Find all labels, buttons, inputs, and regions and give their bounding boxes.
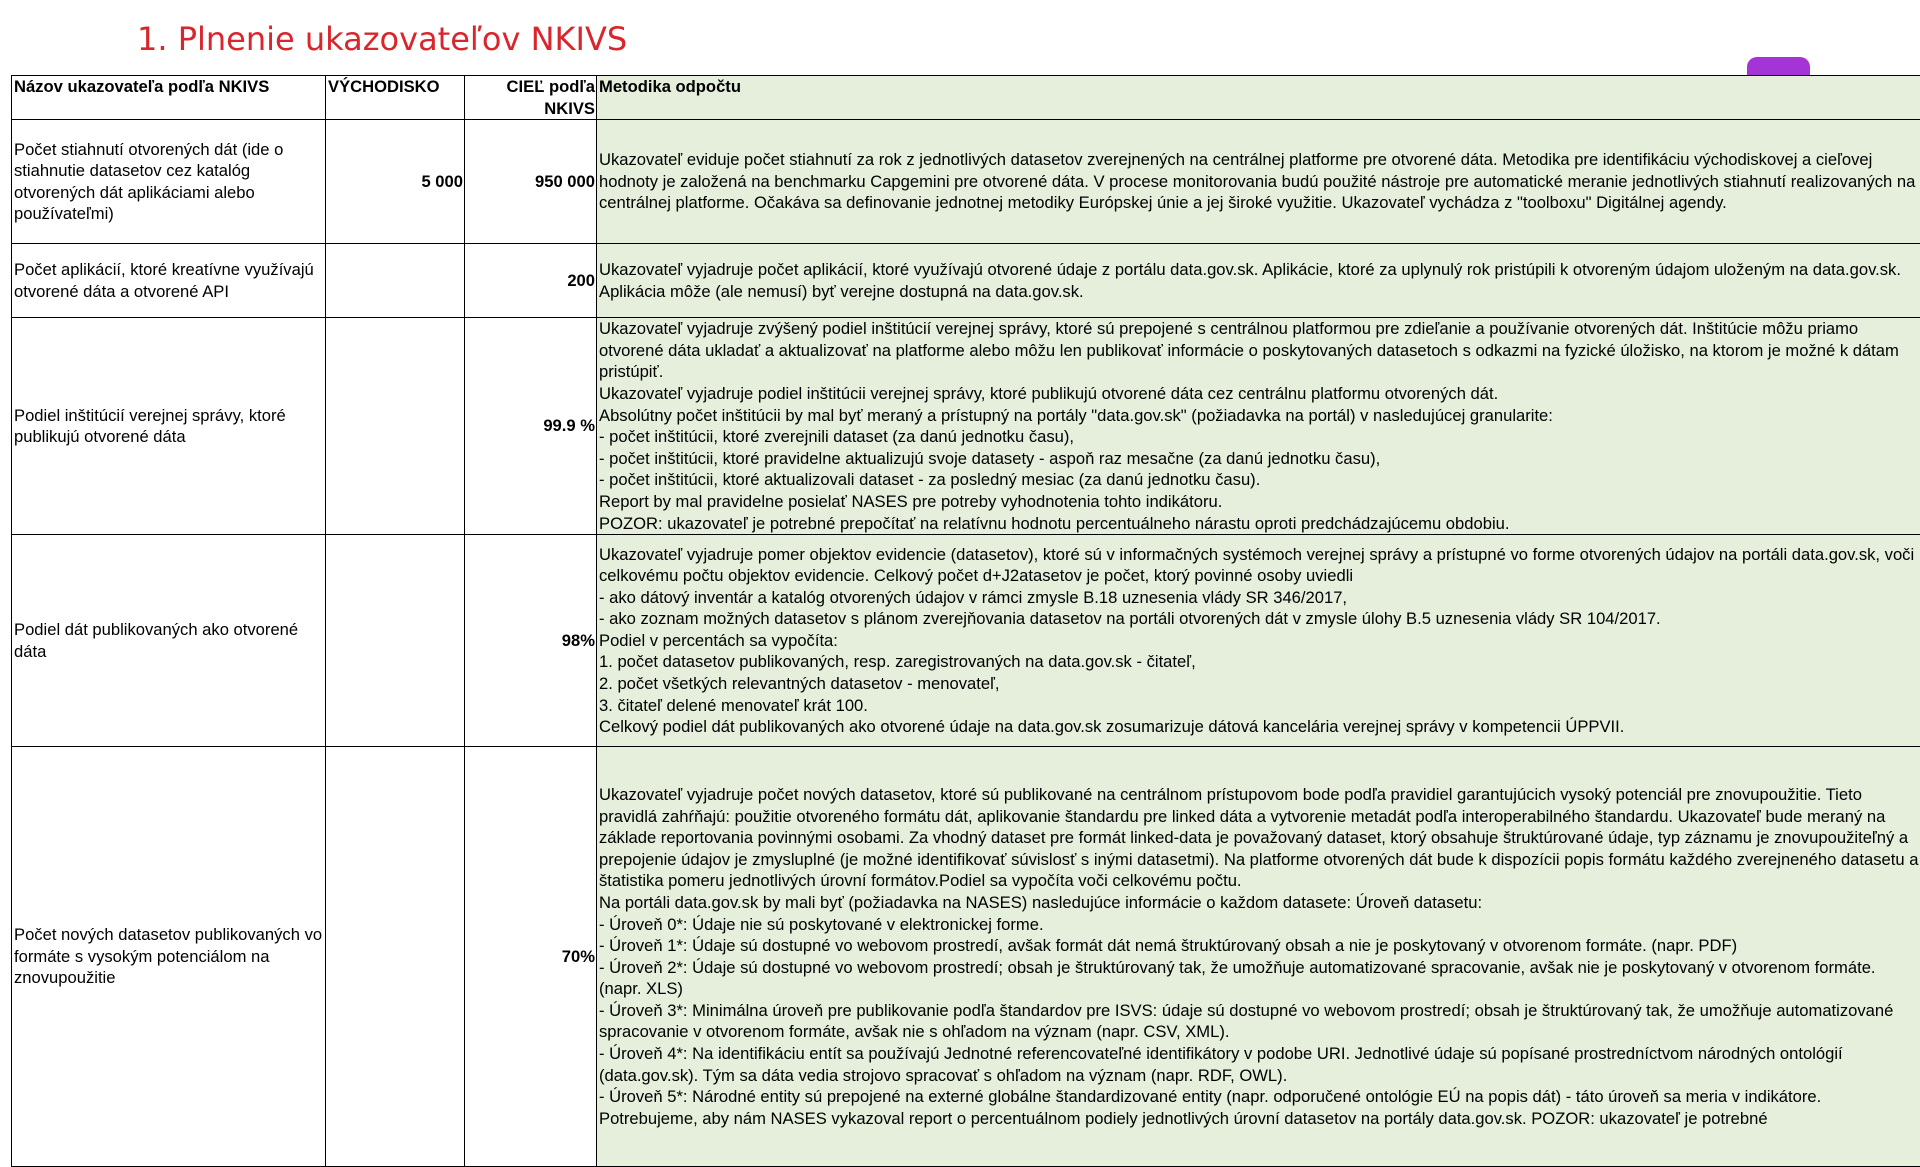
indicator-target: 950 000 xyxy=(465,120,597,244)
table-row xyxy=(12,318,1920,535)
indicator-name: Počet stiahnutí otvorených dát (ide o stiahnutie datasetov cez katalóg otvorených dát aplikáciami alebo používateľmi) xyxy=(12,120,326,244)
indicator-target: 200 xyxy=(465,244,597,318)
indicator-baseline xyxy=(326,747,465,1167)
indicator-methodology: Ukazovateľ eviduje počet stiahnutí za rok z jednotlivých datasetov zverejnených na centrálnej platforme pre otvorené dáta. Metodika pre identifikáciu východiskovej a cieľovej hodnoty je založená na benchmarku Capgemini pre otvorené dáta. V procese monitorovania budú použité nástroje pre automatické meranie jednotlivých stiahnutí realizovaných na centrálnej platforme. Očakáva sa definovanie jednotnej metodiky Európskej únie a jej široké využitie. Ukazovateľ vychádza z "toolboxu" Digitálnej agendy. xyxy=(597,120,1920,244)
indicator-name: Počet nových datasetov publikovaných vo formáte s vysokým potenciálom na znovupoužitie xyxy=(12,747,326,1167)
header-indicator-name: Názov ukazovateľa podľa NKIVS xyxy=(12,76,326,120)
table-row xyxy=(12,244,1920,318)
table-row xyxy=(12,120,1920,244)
indicator-methodology: Ukazovateľ vyjadruje pomer objektov evidencie (datasetov), ktoré sú v informačných systémoch verejnej správy a prístupné vo forme otvorených údajov na portáli data.gov.sk, voči celkovému počtu objektov evidencie. Celkový počet d+J2atasetov je počet, ktorý povinné osoby uviedli - ako dátový inventár a katalóg otvorených údajov v rámci zmysle B.18 uznesenia vlády SR 346/2017, - ako zoznam možných datasetov s plánom zverejňovania datasetov na portáli otvorených dát v zmysle úlohy B.5 uznesenia vlády SR 104/2017. Podiel v percentách sa vypočíta: 1. počet datasetov publikovaných, resp. zaregistrovaných na data.gov.sk - čitateľ, 2. počet všetkých relevantných datasetov - menovateľ, 3. čitateľ delené menovateľ krát 100. Celkový podiel dát publikovaných ako otvorené údaje na data.gov.sk zosumarizuje dátová kancelária verejnej správy v kompetencii ÚPPVII. xyxy=(597,535,1920,747)
table-header-row xyxy=(12,76,1920,120)
indicators-table xyxy=(11,75,1920,1167)
header-baseline: VÝCHODISKO xyxy=(326,76,465,120)
indicator-name: Podiel inštitúcií verejnej správy, ktoré publikujú otvorené dáta xyxy=(12,318,326,535)
table-row xyxy=(12,535,1920,747)
slide-tab-marker xyxy=(1747,57,1810,77)
indicator-baseline: 5 000 xyxy=(326,120,465,244)
page-title: 1. Plnenie ukazovateľov NKIVS xyxy=(137,20,627,58)
indicator-methodology: Ukazovateľ vyjadruje zvýšený podiel inštitúcií verejnej správy, ktoré sú prepojené s centrálnou platformou pre zdieľanie a používanie otvorených dát. Inštitúcie môžu priamo otvorené dáta ukladať a aktualizovať na platforme alebo môžu len publikovať informácie o poskytovaných datasetoch s odkazmi na fyzické úložisko, na ktorom je možné k dátam pristúpiť. Ukazovateľ vyjadruje podiel inštitúcii verejnej správy, ktoré publikujú otvorené dáta cez centrálnu platformu otvorených dát. Absolútny počet inštitúcii by mal byť meraný a prístupný na portály "data.gov.sk" (požiadavka na portál) v nasledujúcej granularite: - počet inštitúcii, ktoré zverejnili dataset (za danú jednotku času), - počet inštitúcii, ktoré pravidelne aktualizujú svoje datasety - aspoň raz mesačne (za danú jednotku času), - počet inštitúcii, ktoré aktualizovali dataset - za posledný mesiac (za danú jednotku času). Report by mal pravidelne posielať NASES pre potreby vyhodnotenia tohto indikátoru. POZOR: ukazovateľ je potrebné prepočítať na relatívnu hodnotu percentuálneho nárastu oproti predchádzajúcemu obdobiu. xyxy=(597,318,1920,535)
table-row xyxy=(12,747,1920,1167)
indicator-name: Počet aplikácií, ktoré kreatívne využívajú otvorené dáta a otvorené API xyxy=(12,244,326,318)
header-target: CIEĽ podľa NKIVS xyxy=(465,76,597,120)
indicator-baseline xyxy=(326,318,465,535)
indicator-methodology: Ukazovateľ vyjadruje počet aplikácií, ktoré využívajú otvorené údaje z portálu data.gov.sk. Aplikácie, ktoré za uplynulý rok pristúpili k otvoreným údajom uloženým na data.gov.sk. Aplikácia môže (ale nemusí) byť verejne dostupná na data.gov.sk. xyxy=(597,244,1920,318)
indicator-target: 99.9 % xyxy=(465,318,597,535)
header-methodology: Metodika odpočtu xyxy=(597,76,1920,120)
indicator-name: Podiel dát publikovaných ako otvorené dáta xyxy=(12,535,326,747)
indicator-methodology: Ukazovateľ vyjadruje počet nových datasetov, ktoré sú publikované na centrálnom prístupovom bode podľa pravidiel garantujúcich vysoký potenciál pre znovupoužitie. Tieto pravidlá zahŕňajú: použitie otvoreného formátu dát, aplikovanie štandardu pre linked dáta a vytvorenie metadát podľa interoperabilného štandardu. Ukazovateľ bude meraný na základe reportovania povinnými osobami. Za vhodný dataset pre formát linked-data je považovaný dataset, ktorý obsahuje štruktúrované údaje, typ záznamu je znovupoužiteľný a prepojenie údajov je zmysluplné (je možné identifikovať súvislosť s inými datasetmi). Na platforme otvorených dát bude k dispozícii popis formátu každého zverejneného datasetu a štatistika pomeru jednotlivých úrovní formátov.Podiel sa vypočíta voči celkovému počtu. Na portáli data.gov.sk by mali byť (požiadavka na NASES) nasledujúce informácie o každom datasete: Úroveň datasetu: - Úroveň 0*: Údaje nie sú poskytované v elektronickej forme. - Úroveň 1*: Údaje sú dostupné vo webovom prostredí, avšak formát dát nemá štruktúrovaný obsah a nie je poskytovaný v otvorenom formáte. (napr. PDF) - Úroveň 2*: Údaje sú dostupné vo webovom prostredí; obsah je štruktúrovaný tak, že umožňuje automatizované spracovanie, avšak nie je poskytovaný v otvorenom formáte. (napr. XLS) - Úroveň 3*: Minimálna úroveň pre publikovanie podľa štandardov pre ISVS: údaje sú dostupné vo webovom prostredí; obsah je štruktúrovaný tak, že umožňuje automatizované spracovanie v otvorenom formáte, avšak nie s ohľadom na význam (napr. CSV, XML). - Úroveň 4*: Na identifikáciu entít sa používajú Jednotné referencovateľné identifikátory v podobe URI. Jednotlivé údaje sú popísané prostredníctvom národných ontológií (data.gov.sk). Tým sa dáta vedia strojovo spracovať s ohľadom na význam (napr. RDF, OWL). - Úroveň 5*: Národné entity sú prepojené na externé globálne štandardizované entity (napr. odporučené ontológie EÚ na popis dát) - táto úroveň sa meria v indikátore. Potrebujeme, aby nám NASES vykazoval report o percentuálnom podiely jednotlivých úrovní datasetov na portály data.gov.sk. POZOR: ukazovateľ je potrebné xyxy=(597,747,1920,1167)
indicator-baseline xyxy=(326,244,465,318)
indicator-baseline xyxy=(326,535,465,747)
indicator-target: 70% xyxy=(465,747,597,1167)
indicator-target: 98% xyxy=(465,535,597,747)
